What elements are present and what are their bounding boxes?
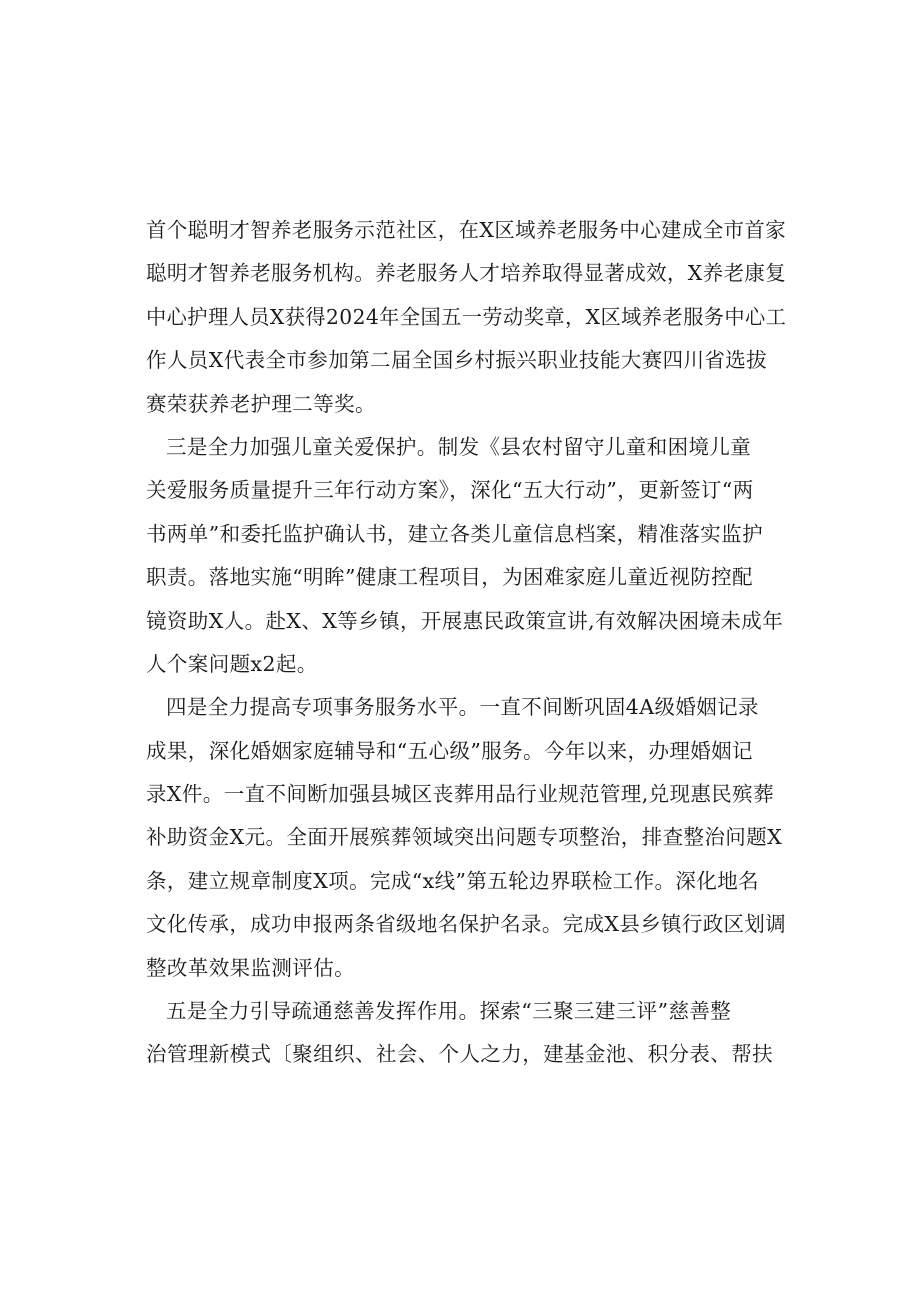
- text-line: 文化传承，成功申报两条省级地名保护名录。完成X县乡镇行政区划调: [146, 912, 787, 937]
- text-line: 镜资助X人。赴X、X等乡镇，开展惠民政策宣讲,有效解决困境未成年: [146, 608, 784, 633]
- text-line: 作人员X代表全市参加第二届全国乡村振兴职业技能大赛四川省选拔: [146, 348, 768, 373]
- text-line: 职责。落地实施“明眸”健康工程项目，为困难家庭儿童近视防控配: [146, 565, 753, 590]
- paragraph-heading-line: 四是全力提高专项事务服务水平。一直不间断巩固4A级婚姻记录: [166, 695, 759, 720]
- text-line: 人个案问题x2起。: [146, 651, 318, 676]
- text-line: 成果，深化婚姻家庭辅导和“五心级”服务。今年以来，办理婚姻记: [146, 738, 753, 763]
- text-line: 关爱服务质量提升三年行动方案》，深化“五大行动”，更新签订“两: [146, 478, 754, 503]
- document-body: [146, 209, 786, 1077]
- text-line: 中心护理人员X获得2024年全国五一劳动奖章，X区域养老服务中心工: [146, 304, 787, 329]
- text-line: 首个聪明才智养老服务示范社区，在X区域养老服务中心建成全市首家: [146, 218, 787, 242]
- text-line: 书两单”和委托监护确认书，建立各类儿童信息档案，精准落实监护: [146, 521, 763, 546]
- text-line: 赛荣获养老护理二等奖。: [146, 391, 376, 416]
- text-line: 补助资金X元。全面开展殡葬领域突出问题专项整治，排查整治问题X: [146, 825, 783, 850]
- paragraph-heading-line: 三是全力加强儿童关爱保护。制发《县农村留守儿童和困境儿童: [166, 434, 752, 459]
- text-line: 录X件。一直不间断加强县城区丧葬用品行业规范管理,兑现惠民殡葬: [146, 782, 775, 807]
- text-line: 整改革效果监测评估。: [146, 955, 355, 980]
- paragraph-heading-line: 五是全力引导疏通慈善发挥作用。探索“三聚三建三评”慈善整: [166, 999, 732, 1024]
- text-line: 条，建立规章制度X项。完成“x线”第五轮边界联检工作。深化地名: [146, 868, 760, 893]
- text-line: 聪明才智养老服务机构。养老服务人才培养取得显著成效，X养老康复: [146, 261, 787, 286]
- text-line: 治管理新模式〔聚组织、社会、个人之力，建基金池、积分表、帮扶: [146, 1042, 773, 1067]
